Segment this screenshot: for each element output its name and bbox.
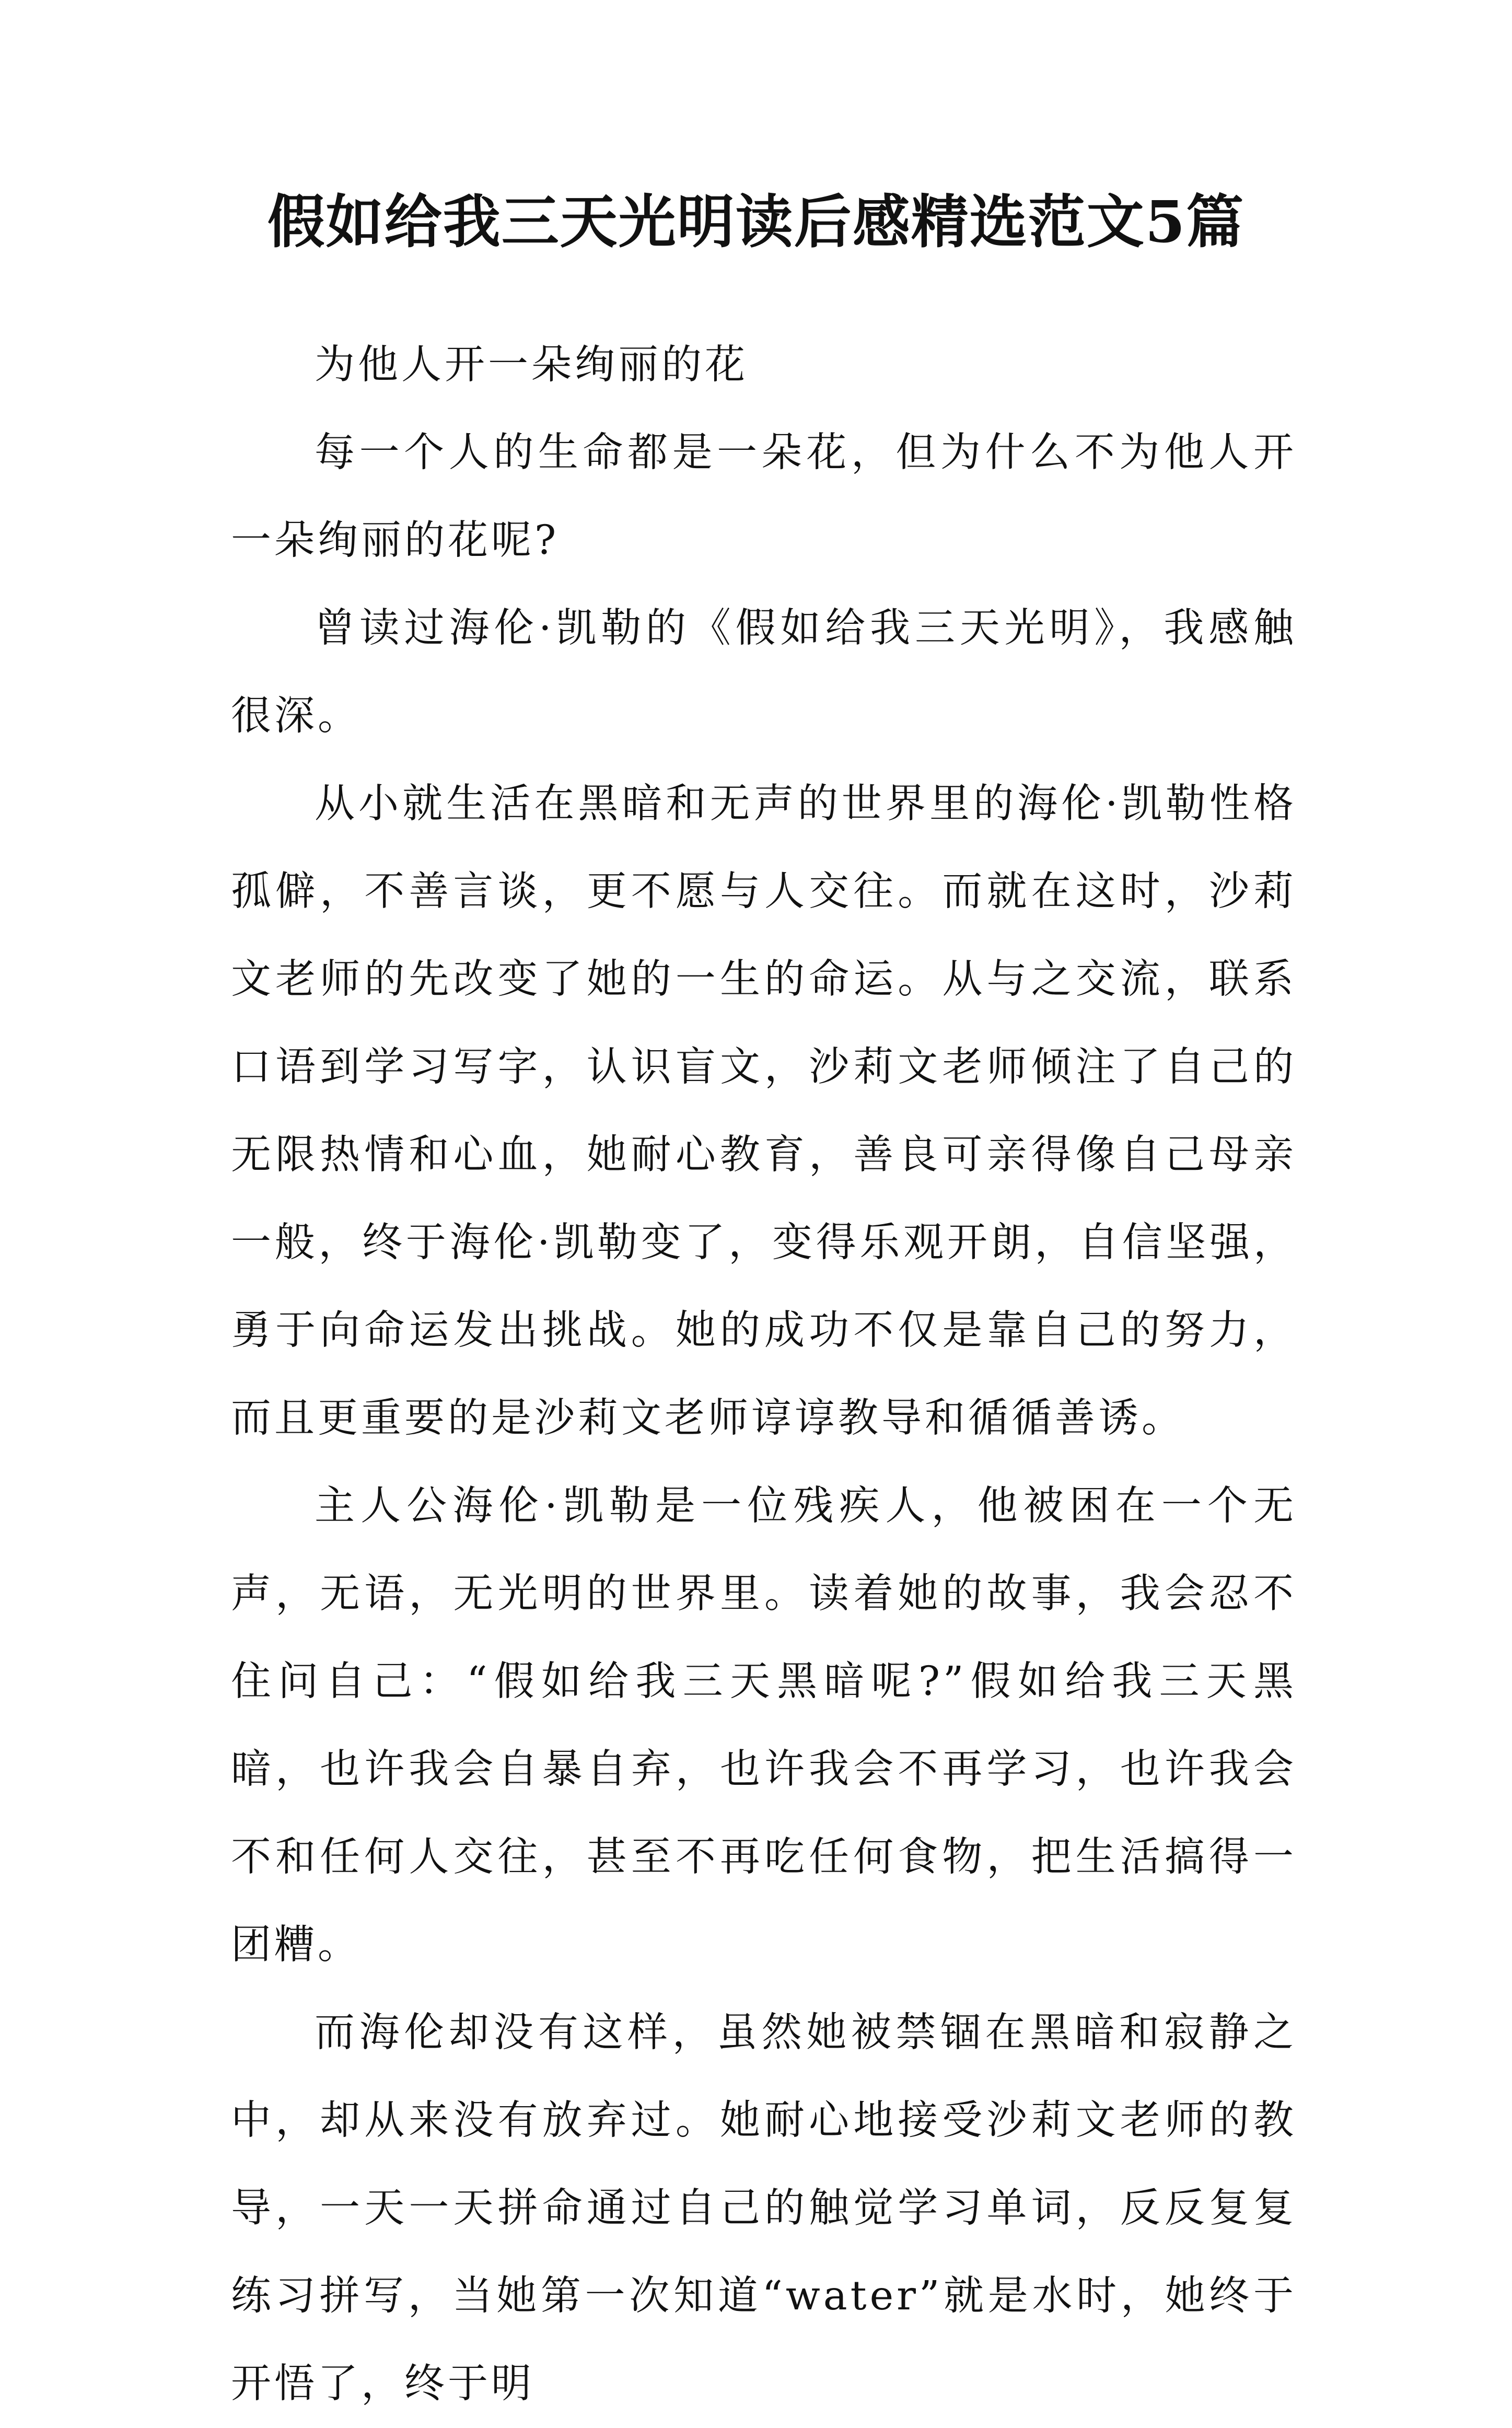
paragraph: 每一个人的生命都是一朵花，但为什么不为他人开一朵绚丽的花呢? <box>231 429 1297 564</box>
paragraph: 曾读过海伦·凯勒的《假如给我三天光明》，我感触很深。 <box>231 605 1297 739</box>
paragraph-subtitle: 为他人开一朵绚丽的花 <box>315 342 748 388</box>
document-title: 假如给我三天光明读后感精选范文5篇 <box>267 188 1245 255</box>
paragraph: 而海伦却没有这样，虽然她被禁锢在黑暗和寂静之中，却从来没有放弃过。她耐心地接受沙莉文老师的教导，一天一天拼命通过自己的触觉学习单词，反反复复练习拼写，当她第一次知道“water”就是水时，她终于开悟了，终于明 <box>231 2009 1297 2407</box>
paragraph: 主人公海伦·凯勒是一位残疾人，他被困在一个无声，无语，无光明的世界里。读着她的故事，我会忍不住问自己：“假如给我三天黑暗呢?”假如给我三天黑暗，也许我会自暴自弃，也许我会不再学习，也许我会不和任何人交往，甚至不再吃任何食物，把生活搞得一团糟。 <box>231 1483 1297 1968</box>
paragraph: 从小就生活在黑暗和无声的世界里的海伦·凯勒性格孤僻，不善言谈，更不愿与人交往。而就在这时，沙莉文老师的先改变了她的一生的命运。从与之交流，联系口语到学习写字，认识盲文，沙莉文老师倾注了自己的无限热情和心血，她耐心教育，善良可亲得像自己母亲一般，终于海伦·凯勒变了，变得乐观开朗，自信坚强，勇于向命运发出挑战。她的成功不仅是靠自己的努力，而且更重要的是沙莉文老师谆谆教导和循循善诱。 <box>231 781 1297 1442</box>
document-body <box>231 321 1297 2428</box>
